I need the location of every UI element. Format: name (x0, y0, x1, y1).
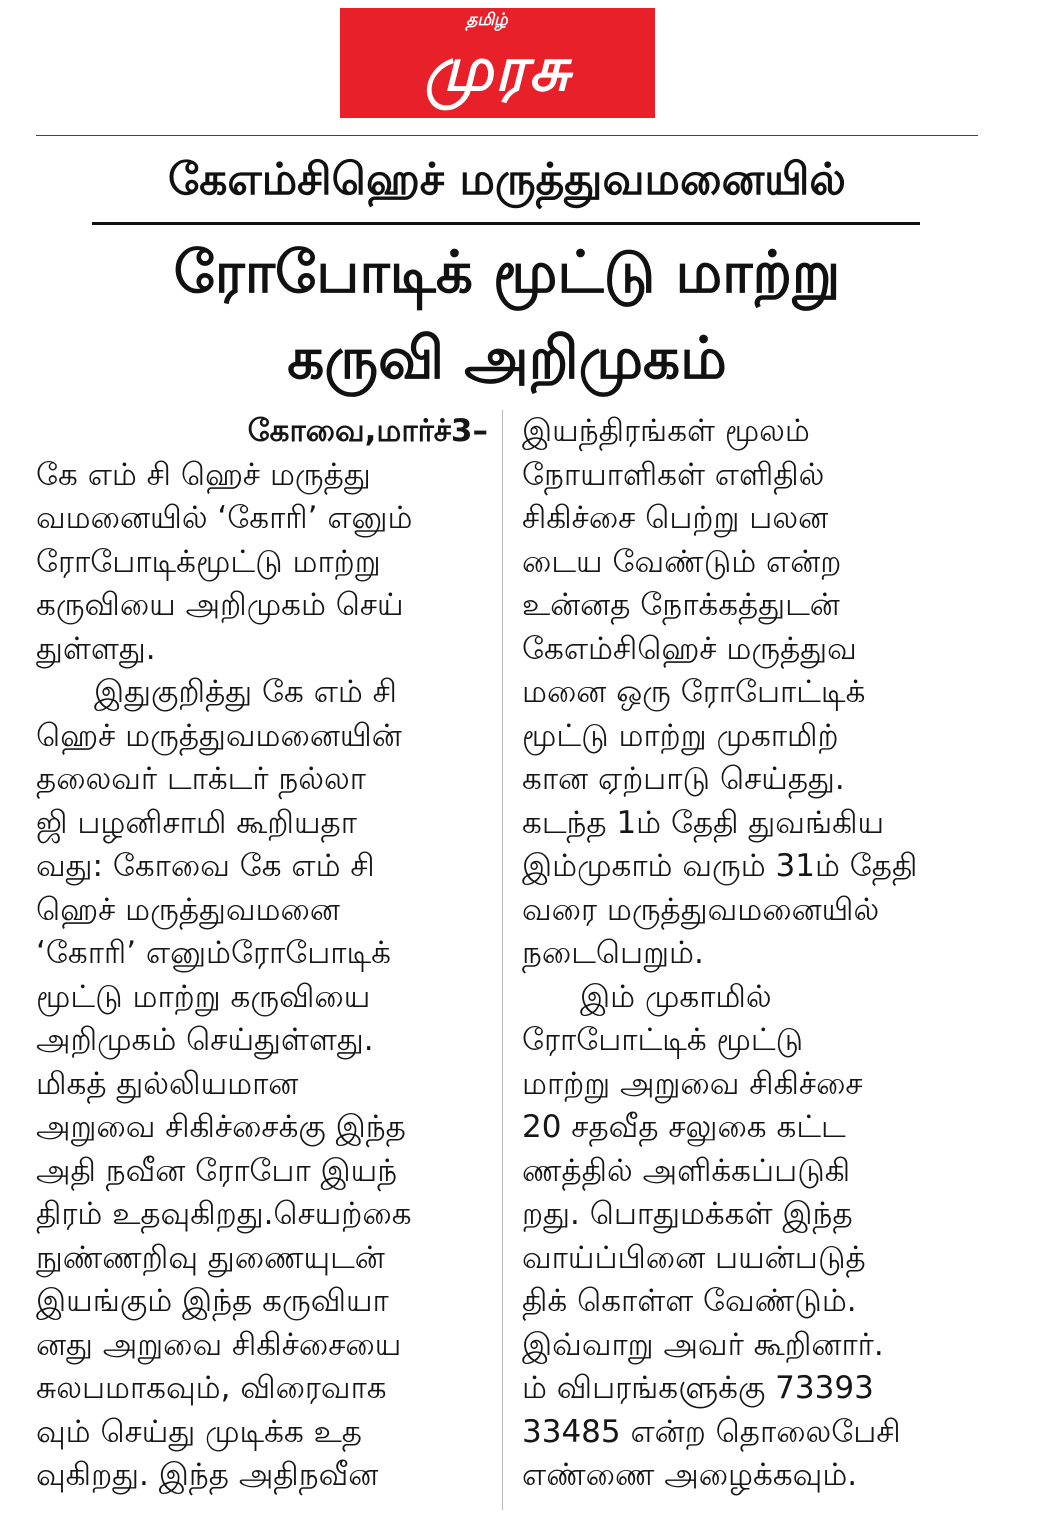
article-line: கடந்த 1ம் தேதி துவங்கிய (522, 804, 885, 841)
article-line: ம் விபரங்களுக்கு 73393 (522, 1370, 874, 1406)
article-line: திக் கொள்ள வேண்டும். (522, 1283, 857, 1319)
article-line: ‘கோரி’ எனும்ரோபோடிக் (36, 935, 392, 971)
article-line: இவ்வாறு அவர் கூறினார். (522, 1326, 884, 1363)
article-line: மூட்டு மாற்று கருவியை (36, 978, 371, 1015)
article-column-left (36, 410, 488, 1498)
article-line: ரோபோட்டிக் மூட்டு (522, 1022, 804, 1058)
article-line: வாய்ப்பினை பயன்படுத் (522, 1239, 866, 1276)
article-column-right (522, 410, 978, 1498)
article-line: இம் முகாமில் (580, 978, 772, 1015)
article-line: வுகிறது. இந்த அதிநவீன (36, 1457, 379, 1493)
headline-line-1: ரோபோடிக் மூட்டு மாற்று (173, 238, 841, 306)
article-line: நோயாளிகள் எளிதில் (522, 456, 825, 493)
article-line: அதி நவீன ரோபோ இயந் (36, 1152, 398, 1189)
article-line: னது அறுவை சிகிச்சையை (36, 1326, 402, 1363)
article-line: துள்ளது. (36, 630, 156, 667)
article-line: நடைபெறும். (522, 935, 704, 971)
kicker-underline (92, 222, 920, 225)
article-line: கே எம் சி ஹெச் மருத்து (36, 456, 371, 493)
masthead-title: முரசு (423, 32, 572, 105)
article-line: டைய வேண்டும் என்ற (522, 543, 842, 580)
article-line: ஹெச் மருத்துவமனையின் (36, 717, 402, 754)
article-line: எண்ணை அழைக்கவும். (522, 1457, 858, 1493)
article-line: ரோபோடிக்மூட்டு மாற்று (36, 543, 381, 580)
article-line: திரம் உதவுகிறது.செயற்கை (36, 1196, 412, 1232)
article-line: இயங்கும் இந்த கருவியா (36, 1283, 389, 1319)
article-line: தலைவர் டாக்டர் நல்லா (36, 761, 366, 797)
article-line: வரை மருத்துவமனையில் (522, 891, 880, 928)
article-line: ஹெச் மருத்துவமனை (36, 891, 340, 928)
column-divider (502, 410, 503, 1510)
article-line: 20 சதவீத சலுகை கட்ட (522, 1109, 846, 1145)
article-line: மாற்று அறுவை சிகிச்சை (522, 1065, 863, 1102)
article-line: வது: கோவை கே எம் சி (36, 848, 375, 884)
headline-line-2: கருவி அறிமுகம் (287, 324, 727, 392)
masthead-small-text: தமிழ் (466, 10, 508, 30)
article-line: அறிமுகம் செய்துள்ளது. (36, 1022, 374, 1058)
dateline: கோவை,மார்ச்3– (247, 413, 488, 449)
article-line: வமனையில் ‘கோரி’ எனும் (36, 500, 413, 536)
article-line: றது. பொதுமக்கள் இந்த (522, 1196, 853, 1232)
article-line: மூட்டு மாற்று முகாமிற் (522, 717, 839, 754)
article-line: உன்னத நோக்கத்துடன் (522, 587, 840, 623)
article-line: இம்முகாம் வரும் 31ம் தேதி (522, 848, 918, 884)
article-line: சுலபமாகவும், விரைவாக (36, 1370, 387, 1406)
article-line: இதுகுறித்து கே எம் சி (94, 674, 397, 710)
article-line: ணத்தில் அளிக்கப்படுகி (522, 1152, 851, 1189)
article-line: கேஎம்சிஹெச் மருத்துவ (522, 630, 857, 667)
article-line: சிகிச்சை பெற்று பலன (522, 500, 829, 536)
article-line: ஜி பழனிசாமி கூறியதா (36, 804, 357, 841)
article-line: 33485 என்ற தொலைபேசி (522, 1413, 901, 1450)
article-line: இயந்திரங்கள் மூலம் (522, 413, 810, 449)
masthead-divider (36, 135, 978, 136)
article-line: மனை ஒரு ரோபோட்டிக் (522, 674, 866, 710)
article-line: கருவியை அறிமுகம் செய் (36, 587, 404, 623)
headline-kicker: கேஎம்சிஹெச் மருத்துவமனையில் (168, 154, 846, 205)
article-line: நுண்ணறிவு துணையுடன் (36, 1239, 385, 1276)
article-line: கான ஏற்பாடு செய்தது. (522, 761, 845, 797)
article-line: அறுவை சிகிச்சைக்கு இந்த (36, 1109, 406, 1145)
article-line: வும் செய்து முடிக்க உத (36, 1413, 362, 1450)
article-line: மிகத் துல்லியமான (36, 1065, 299, 1102)
